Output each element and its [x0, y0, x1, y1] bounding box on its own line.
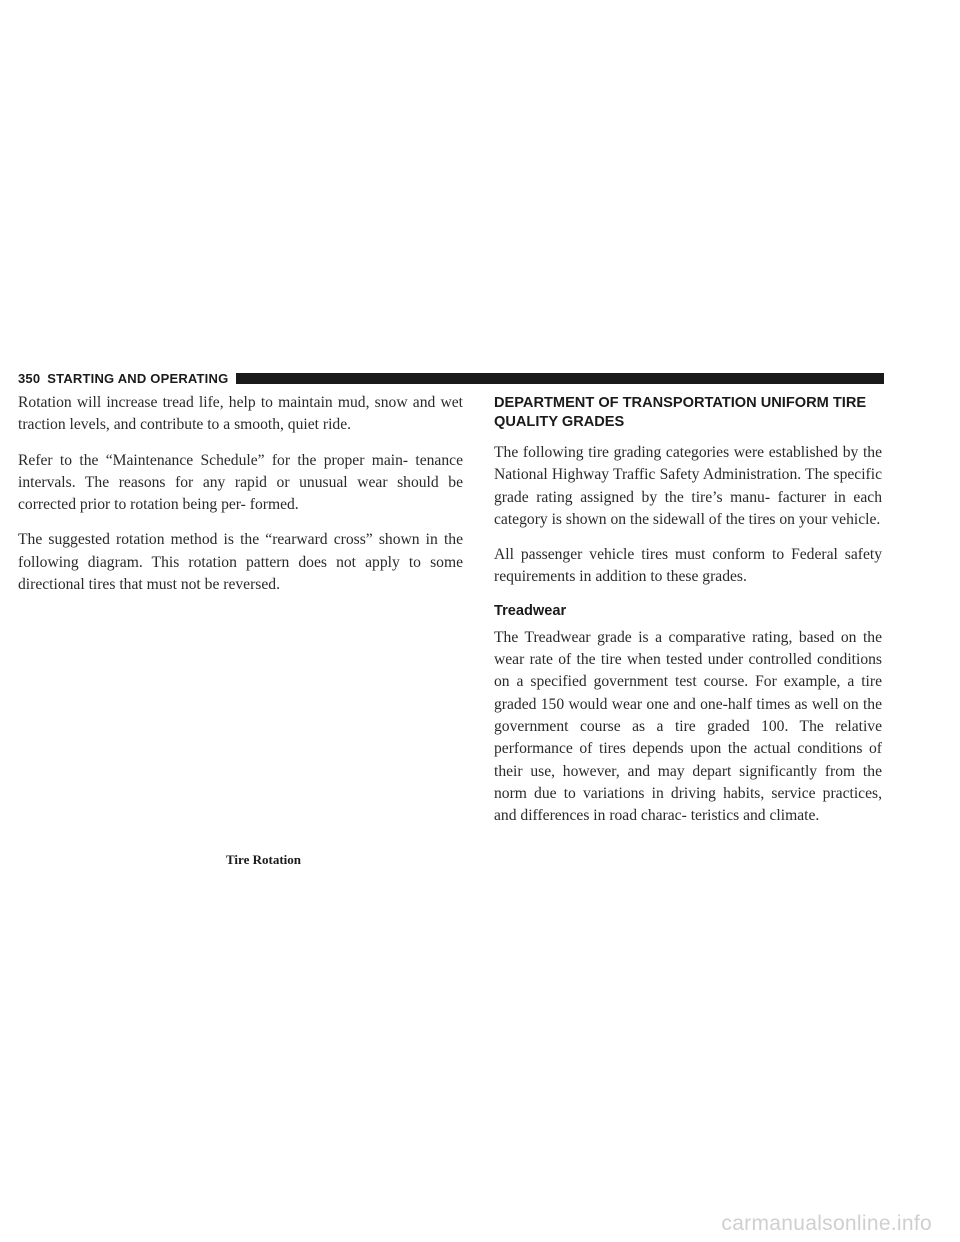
grading-categories-paragraph: The following tire grading categories were established by the National Highway Traffic Safety Administration. The specific grade rating assigned by the tire’s manu- facturer in each category is shown on the sidewall of the tires on your vehicle.: [494, 444, 882, 528]
section-title: STARTING AND OPERATING: [47, 370, 229, 386]
right-column: [494, 392, 882, 840]
rotation-benefits-paragraph: Rotation will increase tread life, help to maintain mud, snow and wet traction levels, and contribute to a smooth, quiet ride.: [18, 394, 463, 434]
page-header: [18, 368, 884, 388]
left-column: [18, 392, 463, 609]
tire-rotation-figure: [18, 640, 463, 840]
federal-requirements-paragraph: All passenger vehicle tires must conform to Federal safety requirements in addition to these grades.: [494, 546, 882, 586]
treadwear-paragraph: The Treadwear grade is a comparative rating, based on the wear rate of the tire when tested under controlled conditions on a specified government test course. For example, a tire graded 150 would wear one and one-half times as well on the government course as a tire graded 100. The relative performance of tires depends upon the actual conditions of their use, however, and may depart significantly from the norm due to variations in driving habits, service practices, and differences in road charac- teristics and climate.: [494, 628, 882, 825]
maintenance-schedule-paragraph: Refer to the “Maintenance Schedule” for the proper main- tenance intervals. The reasons for any rapid or unusual wear should be corrected prior to rotation being per- formed.: [18, 451, 463, 514]
rotation-method-paragraph: The suggested rotation method is the “rearward cross” shown in the following diagram. This rotation pattern does not apply to some directional tires that must not be reversed.: [18, 531, 463, 594]
watermark: carmanualsonline.info: [721, 1212, 932, 1235]
figure-caption: Tire Rotation: [226, 852, 301, 867]
section-heading: DEPARTMENT OF TRANSPORTATION UNIFORM TIRE QUALITY GRADES: [494, 395, 867, 430]
treadwear-heading: Treadwear: [494, 602, 567, 619]
header-rule: [236, 373, 884, 384]
page-number: 350: [18, 370, 41, 386]
